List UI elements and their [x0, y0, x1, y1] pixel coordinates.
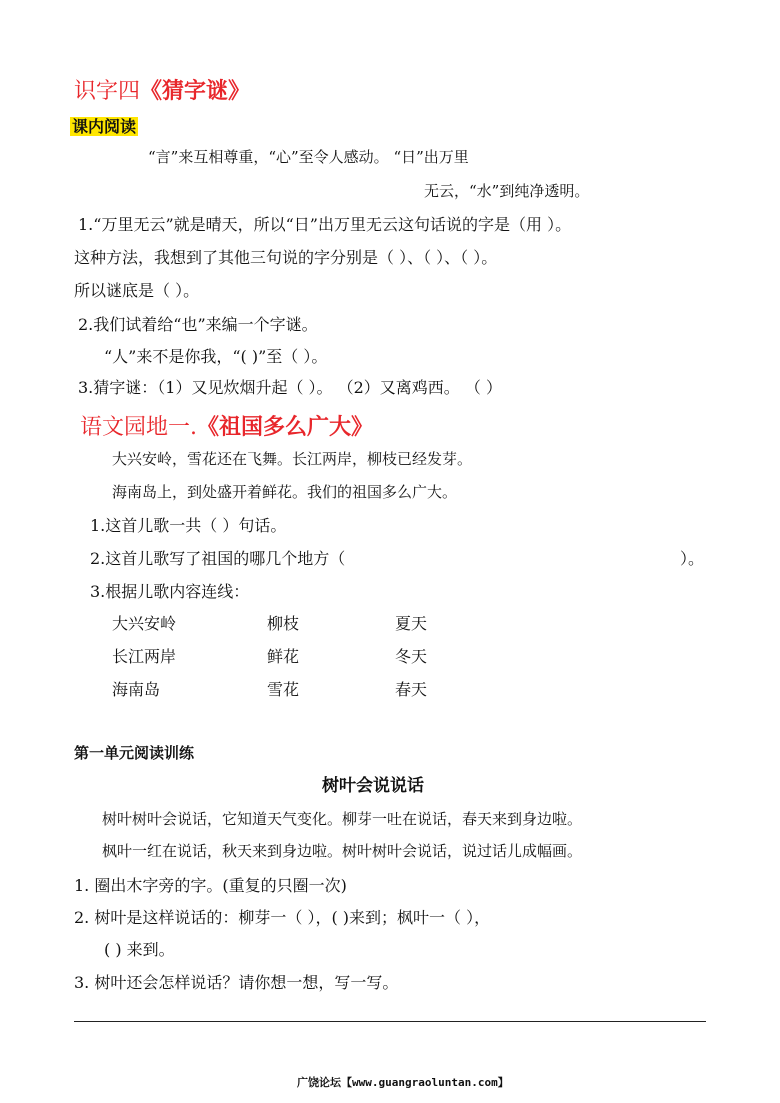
section3-q1: 1. 圈出木字旁的字。(重复的只圈一次) [74, 876, 347, 895]
section1-q2-line2: “人”来不是你我，“( )”至（ ）。 [104, 347, 328, 366]
section1-q1-line3: 所以谜底是（ ）。 [74, 281, 200, 300]
section3-q2-line2: ( ) 来到。 [104, 940, 175, 959]
section2-poem-line1: 大兴安岭，雪花还在飞舞。长江两岸，柳枝已经发芽。 [112, 450, 473, 468]
section1-title-bold: 《猜字谜》 [140, 78, 251, 104]
match-col2-item: 柳枝 [267, 614, 300, 633]
match-col1-item: 长江两岸 [112, 647, 177, 666]
footer-divider [74, 1021, 706, 1022]
section1-tag-label: 课内阅读 [72, 117, 137, 136]
section2-poem-line2: 海南岛上，到处盛开着鲜花。我们的祖国多么广大。 [112, 483, 458, 501]
section2-title-plain: 语文园地一. [80, 415, 197, 440]
section3-para1: 树叶树叶会说话，它知道天气变化。柳芽一吐在说话，春天来到身边啦。 [102, 810, 583, 828]
section2-q2: 2.这首儿歌写了祖国的哪几个地方（ [90, 549, 346, 568]
section3-heading: 第一单元阅读训练 [74, 744, 195, 762]
section2-q1: 1.这首儿歌一共（ ）句话。 [90, 516, 287, 535]
match-col2-item: 雪花 [267, 680, 300, 699]
match-col1-item: 大兴安岭 [112, 614, 177, 633]
match-col2-item: 鲜花 [267, 647, 300, 666]
section2-title-bold: 《祖国多么广大》 [197, 414, 374, 440]
section3-q2-line1: 2. 树叶是这样说话的：柳芽一（ ），( )来到；枫叶一（ ）， [74, 908, 491, 927]
section2-title [80, 410, 373, 441]
section1-q2-line1: 2.我们试着给“也”来编一个字谜。 [78, 315, 318, 334]
section1-title-plain: 识字四 [74, 79, 141, 104]
match-col3-item: 夏天 [395, 614, 428, 633]
section1-q3: 3.猜字谜：（1）又见炊烟升起（ ）。 （2）又离鸡西。 （ ） [78, 378, 502, 397]
section1-riddle-line1: “言”来互相尊重，“心”至令人感动。 “日”出万里 [148, 148, 469, 166]
section2-q3: 3.根据儿歌内容连线： [90, 582, 250, 601]
section1-title [74, 74, 250, 105]
section1-q1-line2: 这种方法，我想到了其他三句说的字分别是（ ）、（ ）、（ ）。 [74, 248, 498, 267]
section2-q2-end: ）。 [680, 549, 705, 568]
section3-para2: 枫叶一红在说话，秋天来到身边啦。树叶树叶会说话，说过话儿成幅画。 [102, 842, 583, 860]
match-col3-item: 春天 [395, 680, 428, 699]
match-col3-item: 冬天 [395, 647, 428, 666]
match-col1-item: 海南岛 [112, 680, 161, 699]
section1-riddle-line2: 无云，“水”到纯净透明。 [424, 182, 590, 200]
section3-q3: 3. 树叶还会怎样说话？请你想一想，写一写。 [74, 973, 399, 992]
footer-text: 广饶论坛【www.guangraoluntan.com】 [297, 1076, 509, 1089]
section1-tag [70, 114, 138, 137]
section3-title: 树叶会说说话 [322, 776, 424, 796]
section1-q1-line1: 1.“万里无云”就是晴天，所以“日”出万里无云这句话说的字是（用 ）。 [78, 215, 572, 234]
